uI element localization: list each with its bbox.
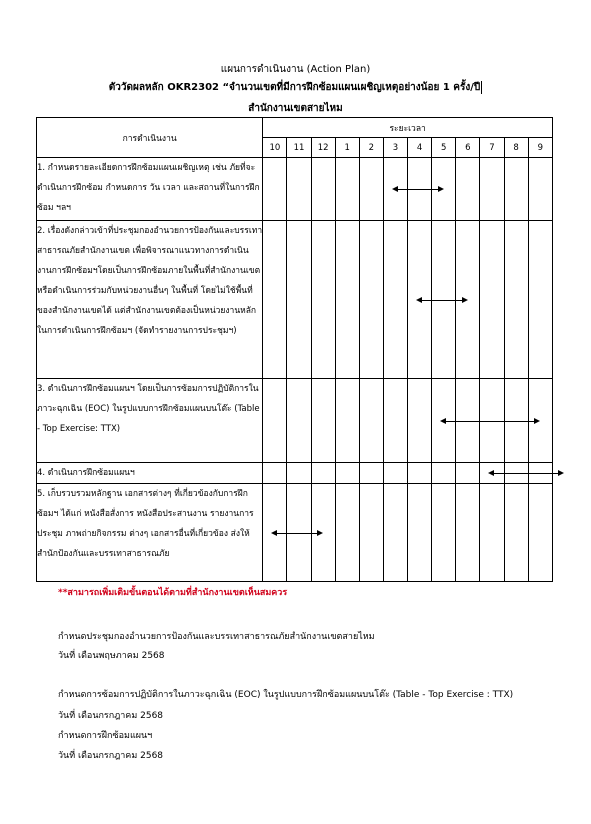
period-column-header: ระยะเวลา — [263, 118, 553, 138]
month-cell — [335, 463, 359, 484]
month-cell — [504, 379, 528, 463]
task-description: 1. กำหนดรายละเอียดการฝึกซ้อมแผนเผชิญเหตุ เช่น ภัยที่จะดำเนินการฝึกซ้อม กำหนดการ วัน เวลา และสถานที่ในการฝึกซ้อม ฯลฯ — [37, 158, 263, 221]
month-cell — [456, 158, 480, 221]
month-cell — [287, 379, 311, 463]
month-cell — [456, 463, 480, 484]
month-header: 12 — [311, 138, 335, 158]
month-cell — [383, 379, 407, 463]
meeting-date: วันที่ เดือนพฤษภาคม 2568 — [58, 651, 165, 661]
month-cell — [480, 484, 504, 582]
month-cell — [456, 221, 480, 379]
month-header: 1 — [335, 138, 359, 158]
month-cell — [263, 463, 287, 484]
month-cell — [359, 158, 383, 221]
table-row — [37, 463, 553, 484]
month-cell — [528, 158, 552, 221]
month-cell — [263, 379, 287, 463]
month-cell — [311, 484, 335, 582]
month-header: 11 — [287, 138, 311, 158]
month-cell — [359, 484, 383, 582]
month-cell — [504, 484, 528, 582]
eoc-exercise-date: วันที่ เดือนกรกฎาคม 2568 — [58, 711, 164, 721]
month-cell — [311, 463, 335, 484]
table-row — [37, 221, 553, 379]
action-plan-table — [36, 117, 553, 582]
month-header: 10 — [263, 138, 287, 158]
month-cell — [287, 158, 311, 221]
document-title: แผนการดำเนินงาน (Action Plan) — [220, 64, 371, 75]
month-cell — [528, 221, 552, 379]
task-description: 3. ดำเนินการฝึกซ้อมแผนฯ โดยเป็นการซ้อมการปฏิบัติการในภาวะฉุกเฉิน (EOC) ในรูปแบบการฝึกซ้อมแผนบนโต๊ะ (Table - Top Exercise: TTX) — [37, 379, 263, 463]
month-cell — [480, 379, 504, 463]
month-cell — [359, 221, 383, 379]
month-header: 3 — [383, 138, 407, 158]
month-cell — [263, 484, 287, 582]
month-cell — [432, 484, 456, 582]
month-cell — [335, 484, 359, 582]
month-cell — [383, 221, 407, 379]
month-cell — [504, 158, 528, 221]
drill-info: กำหนดการฝึกซ้อมแผนฯ — [58, 731, 153, 741]
month-cell — [528, 463, 552, 484]
month-header: 4 — [408, 138, 432, 158]
table-row — [37, 158, 553, 221]
meeting-info: กำหนดประชุมกองอำนวยการป้องกันและบรรเทาสาธารณภัยสำนักงานเขตสายไหม — [58, 632, 375, 642]
month-header: 5 — [432, 138, 456, 158]
task-description: 4. ดำเนินการฝึกซ้อมแผนฯ — [37, 463, 263, 484]
month-cell — [456, 484, 480, 582]
task-column-header: การดำเนินงาน — [37, 118, 263, 158]
month-cell — [408, 463, 432, 484]
month-cell — [359, 379, 383, 463]
month-cell — [432, 158, 456, 221]
table-row — [37, 484, 553, 582]
month-header: 2 — [359, 138, 383, 158]
month-cell — [408, 158, 432, 221]
month-cell — [408, 221, 432, 379]
month-header: 7 — [480, 138, 504, 158]
month-cell — [311, 158, 335, 221]
month-header: 6 — [456, 138, 480, 158]
task-description: 5. เก็บรวบรวมหลักฐาน เอกสารต่างๆ ที่เกี่ยวข้องกับการฝึกซ้อมฯ ได้แก่ หนังสือสั่งการ หนังสือประสานงาน รายงานการประชุม ภาพถ่ายกิจกรรม ต่างๆ เอกสารอื่นที่เกี่ยวข้อง ส่งให้สำนักป้องกันและบรรเทาสาธารณภัย — [37, 484, 263, 582]
month-cell — [504, 221, 528, 379]
month-cell — [480, 463, 504, 484]
month-cell — [287, 484, 311, 582]
office-name: สำนักงานเขตสายไหม — [248, 103, 343, 114]
drill-date: วันที่ เดือนกรกฎาคม 2568 — [58, 751, 164, 761]
month-cell — [432, 463, 456, 484]
month-cell — [480, 158, 504, 221]
document-subtitle — [0, 80, 591, 95]
month-cell — [359, 463, 383, 484]
month-cell — [311, 379, 335, 463]
month-cell — [408, 379, 432, 463]
month-cell — [263, 221, 287, 379]
month-cell — [263, 158, 287, 221]
footnote: **สามารถเพิ่มเติมขั้นตอนได้ตามที่สำนักงานเขตเห็นสมควร — [58, 588, 288, 598]
month-cell — [480, 221, 504, 379]
text-cursor — [481, 81, 482, 94]
month-cell — [432, 379, 456, 463]
eoc-exercise-info: กำหนดการซ้อมการปฏิบัติการในภาวะฉุกเฉิน (EOC) ในรูปแบบการฝึกซ้อมแผนบนโต๊ะ (Table - Top Exercise : TTX) — [58, 690, 514, 700]
month-cell — [287, 463, 311, 484]
month-cell — [408, 484, 432, 582]
month-cell — [335, 221, 359, 379]
month-cell — [528, 484, 552, 582]
month-cell — [335, 158, 359, 221]
month-cell — [335, 379, 359, 463]
month-cell — [311, 221, 335, 379]
month-cell — [456, 379, 480, 463]
month-cell — [383, 463, 407, 484]
month-cell — [383, 158, 407, 221]
month-cell — [528, 379, 552, 463]
month-header: 9 — [528, 138, 552, 158]
month-cell — [432, 221, 456, 379]
month-header: 8 — [504, 138, 528, 158]
month-cell — [287, 221, 311, 379]
task-description: 2. เรื่องดังกล่าวเข้าที่ประชุมกองอำนวยการป้องกันและบรรเทาสาธารณภัยสำนักงานเขต เพื่อพิจารณาแนวทางการดำเนินงานการฝึกซ้อมฯโดยเป็นการฝึกซ้อมภายในพื้นที่สำนักงานเขต หรือดำเนินการร่วมกับหน่วยงานอื่นๆ ในพื้นที่ โดยไม่ใช้พื้นที่ของสำนักงานเขตได้ แต่สำนักงานเขตต้องเป็นหน่วยงานหลักในการดำเนินการฝึกซ้อมฯ (จัดทำรายงานการประชุมฯ) — [37, 221, 263, 379]
table-row — [37, 379, 553, 463]
subtitle-text: ตัววัดผลหลัก OKR2302 “จำนวนเขตที่มีการฝึกซ้อมแผนเผชิญเหตุอย่างน้อย 1 ครั้ง/ปี — [108, 82, 481, 93]
month-cell — [383, 484, 407, 582]
month-cell — [504, 463, 528, 484]
